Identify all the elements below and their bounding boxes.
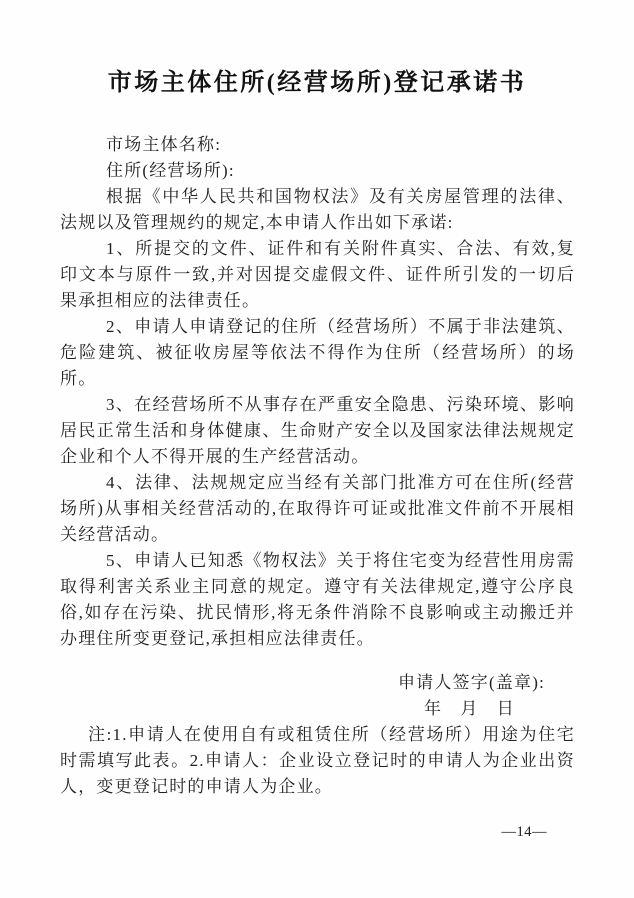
commitment-item-4: 4、法律、法规规定应当经有关部门批准方可在住所(经营场所)从事相关经营活动的,在取得许可证或批准文件前不开展相关经营活动。 xyxy=(60,473,575,544)
field-address: 住所(经营场所): xyxy=(106,161,235,180)
signature-label: 申请人签字(盖章): xyxy=(397,673,545,692)
commitment-item-1: 1、所提交的文件、证件和有关附件真实、合法、有效,复印文本与原件一致,并对因提交虚假文件、证件所引发的一切后果承担相应的法律责任。 xyxy=(60,239,575,310)
commitment-item-2: 2、申请人申请登记的住所（经营场所）不属于非法建筑、危险建筑、被征收房屋等依法不得作为住所（经营场所）的场所。 xyxy=(60,317,575,388)
document-body xyxy=(60,132,575,800)
signature-block xyxy=(60,670,575,722)
document-title: 市场主体住所(经营场所)登记承诺书 xyxy=(107,70,527,96)
intro-paragraph: 根据《中华人民共和国物权法》及有关房屋管理的法律、法规以及管理规约的规定,本申请人作出如下承诺: xyxy=(60,187,575,232)
commitment-item-5: 5、申请人已知悉《物权法》关于将住宅变为经营性用房需取得利害关系业主同意的规定。遵守有关法律规定,遵守公序良俗,如存在污染、扰民情形,将无条件消除不良影响或主动搬迁并办理住所变更登记,承担相应法律责任。 xyxy=(60,551,575,648)
notes-paragraph: 注:1.申请人在使用自有或租赁住所（经营场所）用途为住宅时需填写此表。2.申请人：企业设立登记时的申请人为企业出资人，变更登记时的申请人为企业。 xyxy=(60,725,575,796)
commitment-item-3: 3、在经营场所不从事存在严重安全隐患、污染环境、影响居民正常生活和身体健康、生命财产安全以及国家法律法规规定企业和个人不得开展的生产经营活动。 xyxy=(60,395,575,466)
field-entity-name: 市场主体名称: xyxy=(106,135,222,154)
page-number: —14— xyxy=(501,824,547,840)
signature-date-line: 年 月 日 xyxy=(424,699,515,718)
